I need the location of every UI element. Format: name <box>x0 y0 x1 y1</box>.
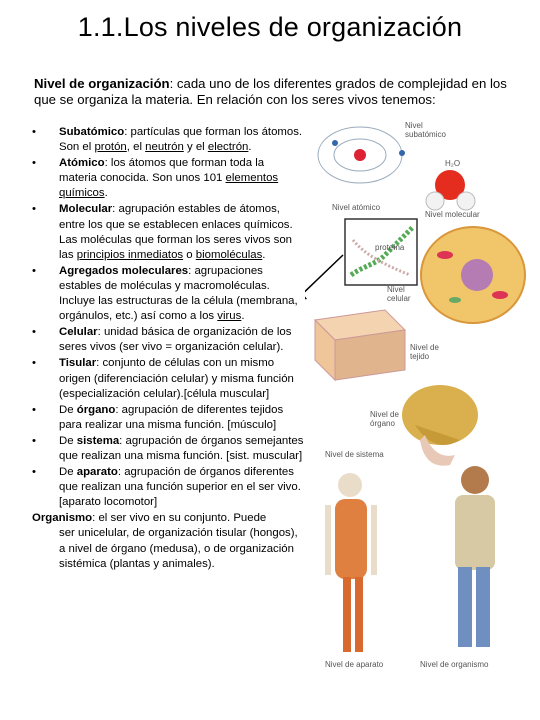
level-text: : agrupación de órganos diferentes que realizan una función superior en el ser vivo. [aparato locomotor] <box>59 466 301 509</box>
level-item <box>32 403 304 433</box>
label-system: Nivel de sistema <box>325 450 384 459</box>
level-term: aparato <box>76 466 118 479</box>
label-cellular-line1: Nivel <box>387 285 405 294</box>
level-item <box>32 202 304 262</box>
organism-item <box>32 511 304 571</box>
label-tissue <box>410 343 439 361</box>
label-organ <box>370 410 399 428</box>
level-term: órgano <box>76 403 116 416</box>
level-underlined-term: electrón <box>207 141 249 154</box>
girl-figure <box>455 466 495 647</box>
bullet: • <box>32 434 36 447</box>
tissue-drawing <box>315 310 405 380</box>
human-system-figure <box>325 473 377 652</box>
level-term: Molecular <box>59 203 113 216</box>
intro-paragraph <box>34 76 510 108</box>
level-term: Subatómico <box>59 126 125 138</box>
label-protein: proteína <box>375 243 405 252</box>
level-text: : agrupación de órganos semejantes que realizan una misma función. [sist. muscular] <box>59 434 304 462</box>
level-text: : agrupaciones estables de moléculas y macromoléculas. Incluye las estructuras de la célula (membrana, orgánulos, etc.) así como a los <box>59 264 298 323</box>
cell-drawing <box>421 227 525 323</box>
level-term: Tisular <box>59 357 97 370</box>
bullet: • <box>32 357 36 370</box>
organism-text-first: : el ser vivo en su conjunto. Puede <box>92 512 267 525</box>
level-text: : los átomos que forman toda la materia conocida. Son unos 101 <box>59 157 265 185</box>
level-underlined-term: biomoléculas <box>195 248 263 261</box>
level-text: : unidad básica de organización de los seres vivos (ser vivo = organización celular). <box>59 326 292 354</box>
water-molecule-drawing <box>426 170 475 210</box>
level-text: : partículas que forman los átomos. Son el <box>59 126 303 154</box>
label-tissue-line2: tejido <box>410 352 430 361</box>
level-item <box>32 325 304 355</box>
level-text: : conjunto de células con un mismo origen (diferenciación celular) y misma función (especialización celular).[célula muscular] <box>59 357 294 400</box>
label-cellular <box>387 285 411 303</box>
level-underlined-term: virus <box>217 310 242 323</box>
level-term: Atómico <box>59 157 105 170</box>
bullet: • <box>32 466 36 479</box>
level-term: Agregados moleculares <box>59 264 189 277</box>
bullet: • <box>32 157 36 170</box>
level-term-prefix: De <box>59 403 77 416</box>
bullet: • <box>32 126 36 138</box>
level-text: y el <box>183 141 208 154</box>
label-subatomic <box>405 121 446 139</box>
level-text: : agrupación de diferentes tejidos para realizar una misma función. [músculo] <box>59 403 284 431</box>
level-text: . <box>104 187 108 200</box>
label-organism: Nivel de organismo <box>420 660 489 669</box>
organism-term: Organismo <box>32 512 93 525</box>
level-underlined-term: neutrón <box>145 141 184 154</box>
intro-text: : cada uno de los diferentes grados de complejidad en los que se organiza la materia. En relación con los seres vivos tenemos: <box>34 76 507 107</box>
levels-illustration <box>305 115 535 715</box>
label-subatomic-line2: subatómico <box>405 130 446 139</box>
label-subatomic-line1: Nivel <box>405 121 423 130</box>
label-organ-line1: Nivel de <box>370 410 399 419</box>
label-water: H₂O <box>445 159 461 168</box>
level-item <box>32 465 304 510</box>
page-title: 1.1.Los niveles de organización <box>77 12 463 42</box>
label-apparatus: Nivel de aparato <box>325 660 384 669</box>
bullet: • <box>32 264 36 277</box>
bullet: • <box>32 403 36 416</box>
level-text: : agrupación estables de átomos, entre los que se establecen enlaces químicos. Las moléculas que forman los seres vivos son las <box>59 203 293 261</box>
level-term-prefix: De <box>59 466 77 479</box>
bullet: • <box>32 326 36 339</box>
label-cellular-line2: celular <box>387 294 411 303</box>
level-item <box>32 434 304 464</box>
level-text: o <box>183 248 196 261</box>
level-text: . <box>241 310 245 323</box>
skull-drawing <box>402 385 478 466</box>
bullet: • <box>32 203 36 216</box>
label-tissue-line1: Nivel de <box>410 343 439 352</box>
level-item <box>32 156 304 201</box>
level-term-prefix: De <box>59 434 77 447</box>
label-molecular: Nivel molecular <box>425 210 480 219</box>
level-text: . <box>248 141 252 154</box>
level-text: , el <box>126 141 146 154</box>
level-item <box>32 125 304 155</box>
level-term: Celular <box>59 326 98 339</box>
intro-term: Nivel de organización <box>34 76 170 91</box>
protein-drawing <box>345 219 417 285</box>
label-organ-line2: órgano <box>370 419 395 428</box>
atom-drawing <box>318 127 405 183</box>
organism-text-rest: ser unicelular, de organización tisular (hongos), a nivel de órgano (medusa), o de organización sistémica (plantas y animales). <box>59 527 298 570</box>
label-atomic: Nivel atómico <box>332 203 381 212</box>
level-underlined-term: protón <box>94 141 127 154</box>
level-term: sistema <box>76 434 120 447</box>
level-item <box>32 356 304 401</box>
level-item <box>32 264 304 324</box>
levels-list <box>32 125 304 573</box>
level-underlined-term: principios inmediatos <box>76 248 184 261</box>
level-text: . <box>262 248 266 261</box>
pointer-arrow <box>305 255 343 301</box>
level-underlined-term: elementos químicos <box>59 172 279 200</box>
